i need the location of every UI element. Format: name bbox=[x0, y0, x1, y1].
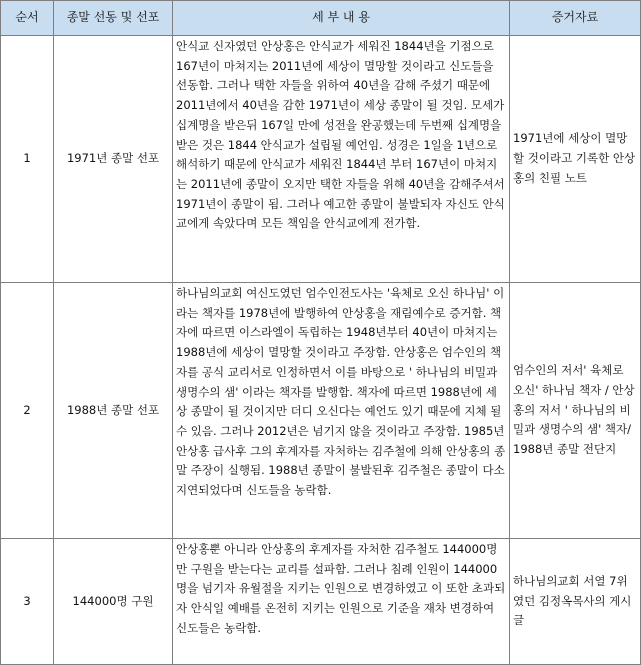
row-order: 3 bbox=[1, 539, 54, 665]
row-order: 2 bbox=[1, 283, 54, 539]
table-row bbox=[1, 36, 641, 283]
row-topic: 144000명 구원 bbox=[54, 539, 173, 665]
row-details: 하나님의교회 여신도였던 엄수인전도사는 '육체로 오신 하나님' 이라는 책자를 1978년에 발행하여 안상홍을 재림예수로 증거함. 책자에 따르면 이스라엘이 독립하는 1948년부터 40년이 마쳐지는 1988년에 세상이 멸망할 것이라고 주장함. 안상홍은 엄수인의 책자를 공식 교리서로 인정하면서 이를 바탕으로 ' 하나님의 비밀과 생명수의 샘' 이라는 책자를 발행함. 책자에 따르면 1988년에 세상 종말이 될 것이지만 더디 오신다는 예언도 있기 때문에 지체 될수 있음. 그러나 2012년은 넘기지 않을 것이라고 주장함. 1985년 안상홍 급사후 그의 후계자를 자처하는 김주철에 의해 안상홍의 종말 주장이 실행됨. 1988년 종말이 불발된후 김주철은 종말이 다소 지연되었다며 신도들을 농락함. bbox=[173, 283, 510, 539]
row-evidence: 1971년에 세상이 멸망할 것이라고 기록한 안상홍의 친필 노트 bbox=[510, 36, 641, 283]
table-header-row bbox=[1, 1, 641, 36]
row-details: 안상홍뿐 아니라 안상홍의 후계자를 자처한 김주철도 144000명만 구원을 받는다는 교리를 설파함. 그러나 침례 인원이 144000명을 넘기자 유월절을 지키는 인원으로 변경하였고 이 또한 초과되자 안식일 예배를 온전히 지키는 인원으로 기준을 재차 변경하여 신도들은 농락함. bbox=[173, 539, 510, 665]
header-topic: 종말 선동 및 선포 bbox=[54, 1, 173, 36]
row-evidence: 하나님의교회 서열 7위였던 김정옥목사의 게시글 bbox=[510, 539, 641, 665]
table-row bbox=[1, 283, 641, 539]
row-evidence: 엄수인의 저서' 육체로 오신' 하나님 책자 / 안상홍의 저서 ' 하나님의 비밀과 생명수의 샘' 책자/ 1988년 종말 전단지 bbox=[510, 283, 641, 539]
table-row bbox=[1, 539, 641, 665]
row-topic: 1971년 종말 선포 bbox=[54, 36, 173, 283]
header-order: 순서 bbox=[1, 1, 54, 36]
row-order: 1 bbox=[1, 36, 54, 283]
row-details: 안식교 신자였던 안상홍은 안식교가 세워진 1844년을 기점으로 167년이 마쳐지는 2011년에 세상이 멸망할 것이라고 신도들을 선동함. 그러나 택한 자들을 위하여 40년을 감해 주셨기 때문에 2011년에서 40년을 감한 1971년이 세상 종말이 될 것임. 모세가 십계명을 받은뒤 167일 만에 성전을 완공했는데 두번째 십계명을 받은 것은 1844 안식교가 설립될 예언임. 성경은 1일을 1년으로 해석하기 때문에 안식교가 세워진 1844년 부터 167년이 마쳐지는 2011년에 종말이 오지만 택한 자들을 위해 40년을 감해주셔서 1971년이 종말이 됨. 그러나 예고한 종말이 불발되자 자신도 안식교에게 속았다며 모든 책임을 안식교에게 전가함. bbox=[173, 36, 510, 283]
row-topic: 1988년 종말 선포 bbox=[54, 283, 173, 539]
header-evidence: 증거자료 bbox=[510, 1, 641, 36]
header-details: 세 부 내 용 bbox=[173, 1, 510, 36]
